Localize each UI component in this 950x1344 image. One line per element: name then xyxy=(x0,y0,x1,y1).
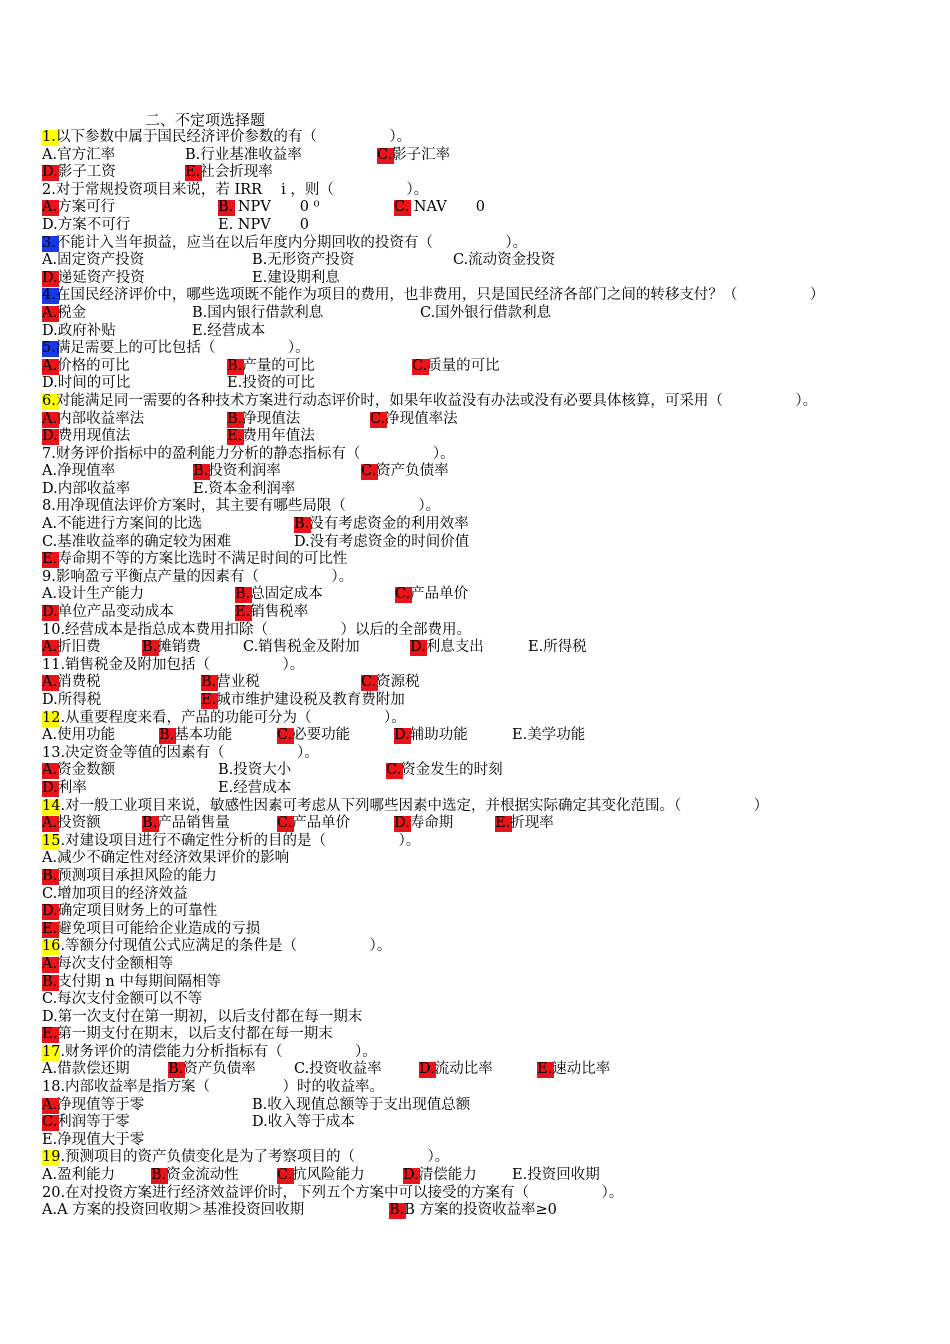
option-cell xyxy=(394,199,485,217)
cell-text: A.资金数额 xyxy=(42,762,116,779)
cell-text: D.寿命期 xyxy=(394,815,454,832)
option-cell xyxy=(227,411,300,429)
cell-text: E.销售税率 xyxy=(235,604,309,621)
sheet-row xyxy=(42,1097,922,1115)
cell-text: C.必要功能 xyxy=(277,727,351,744)
cell-text: 4.在国民经济评价中，哪些选项既不能作为项目的费用，也非费用，只是国民经济各部门之间的转移支付？（ ） xyxy=(42,287,825,304)
option-cell xyxy=(277,1167,365,1185)
option-cell xyxy=(218,217,309,235)
question-list xyxy=(42,129,922,1220)
option-cell xyxy=(42,1061,130,1079)
option-cell xyxy=(227,358,315,376)
sheet-row xyxy=(42,674,922,692)
cell-text: A.折旧费 xyxy=(42,639,101,656)
option-cell xyxy=(42,217,130,235)
cell-text: D.清偿能力 xyxy=(403,1167,477,1184)
cell-text: E.投资的可比 xyxy=(227,375,315,392)
option-cell xyxy=(42,850,289,868)
sheet-row xyxy=(42,534,922,552)
cell-text: C.资源税 xyxy=(361,674,420,691)
question-text xyxy=(42,657,304,675)
option-cell xyxy=(42,1202,304,1220)
option-cell xyxy=(42,411,144,429)
sheet-row xyxy=(42,657,922,675)
sheet-row xyxy=(42,974,922,992)
sheet-row xyxy=(42,305,922,323)
cell-text: E.避免项目可能给企业造成的亏损 xyxy=(42,920,261,937)
cell-text: B.资金流动性 xyxy=(151,1167,239,1184)
cell-text: B.投资利润率 xyxy=(193,463,281,480)
cell-text: B.国内银行借款利息 xyxy=(192,304,324,321)
cell-text: C.影子汇率 xyxy=(377,146,451,163)
option-cell xyxy=(394,727,468,745)
sheet-row xyxy=(42,1061,922,1079)
option-cell xyxy=(361,674,420,692)
question-text xyxy=(42,833,420,851)
option-cell xyxy=(42,1009,362,1027)
option-cell xyxy=(528,639,587,657)
option-cell xyxy=(201,674,260,692)
cell-text: B.营业税 xyxy=(201,674,260,691)
cell-text: D.内部收益率 xyxy=(42,480,131,497)
option-cell xyxy=(512,1167,600,1185)
option-cell xyxy=(193,481,295,499)
option-cell xyxy=(42,991,202,1009)
option-cell xyxy=(252,1097,470,1115)
sheet-row xyxy=(42,1202,922,1220)
question-text xyxy=(42,1149,449,1167)
option-cell xyxy=(377,147,450,165)
option-cell xyxy=(453,252,555,270)
sheet-row xyxy=(42,463,922,481)
option-cell xyxy=(42,780,87,798)
sheet-row xyxy=(42,393,922,411)
cell-text: B.收入现值总额等于支出现值总额 xyxy=(252,1096,471,1113)
option-cell xyxy=(361,463,449,481)
option-cell xyxy=(235,604,308,622)
cell-text: C.质量的可比 xyxy=(412,357,500,374)
cell-text: A.内部收益率法 xyxy=(42,410,145,427)
option-cell xyxy=(386,762,503,780)
cell-text: A.借款偿还期 xyxy=(42,1061,130,1078)
sheet-row xyxy=(42,1167,922,1185)
cell-text: B.没有考虑资金的利用效率 xyxy=(294,516,469,533)
cell-text: A.设计生产能力 xyxy=(42,586,145,603)
cell-text: 7.财务评价指标中的盈利能力分析的静态指标有（ ）。 xyxy=(42,445,455,462)
cell-text: E.所得税 xyxy=(528,639,587,656)
cell-text: 20.在对投资方案进行经济效益评价时，下列五个方案中可以接受的方案有（ ）。 xyxy=(42,1184,624,1201)
cell-text: A.价格的可比 xyxy=(42,357,130,374)
sheet-row xyxy=(42,903,922,921)
option-cell xyxy=(42,762,115,780)
sheet-row xyxy=(42,375,922,393)
question-text xyxy=(42,182,428,200)
option-cell xyxy=(42,1132,144,1150)
cell-text: B.无形资产投资 xyxy=(252,252,355,269)
option-cell xyxy=(294,1061,382,1079)
sheet-row xyxy=(42,833,922,851)
cell-text: A.不能进行方案间的比选 xyxy=(42,516,203,533)
option-cell xyxy=(42,868,217,886)
cell-text: 18.内部收益率是指方案（ ）时的收益率。 xyxy=(42,1079,385,1096)
cell-text: C.资金发生的时刻 xyxy=(386,762,503,779)
cell-text: 2.对于常规投资项目来说，若 IRR i ，则（ ）。 xyxy=(42,181,429,198)
sheet-row xyxy=(42,1079,922,1097)
sheet-row xyxy=(42,147,922,165)
option-cell xyxy=(42,974,221,992)
cell-text: D.流动比率 xyxy=(419,1061,493,1078)
cell-text: 11.销售税金及附加包括（ ）。 xyxy=(42,656,305,673)
option-cell xyxy=(185,164,273,182)
cell-text: C.抗风险能力 xyxy=(277,1167,365,1184)
option-cell xyxy=(277,727,350,745)
sheet-row xyxy=(42,780,922,798)
cell-text: 14.对一般工业项目来说，敏感性因素可考虑从下列哪些因素中选定，并根据实际确定其变化范围。（ ） xyxy=(42,797,769,814)
section-title: 二、不定项选择题 xyxy=(145,111,266,129)
sheet-row xyxy=(42,569,922,587)
cell-text: C. NAV 0 xyxy=(394,199,485,216)
cell-text: C.产品单价 xyxy=(395,586,469,603)
option-cell xyxy=(42,903,217,921)
cell-text: E.净现值大于零 xyxy=(42,1131,145,1148)
cell-text: D.递延资产投资 xyxy=(42,269,145,286)
option-cell xyxy=(294,534,469,552)
option-cell xyxy=(537,1061,610,1079)
option-cell xyxy=(42,358,130,376)
sheet-row xyxy=(42,340,922,358)
option-cell xyxy=(42,323,116,341)
sheet-row xyxy=(42,938,922,956)
cell-text: A.减少不确定性对经济效果评价的影响 xyxy=(42,850,290,867)
cell-text: D.第一次支付在第一期初，以后支付都在每一期末 xyxy=(42,1008,363,1025)
sheet-row xyxy=(42,323,922,341)
cell-text: E.建设期利息 xyxy=(252,269,340,286)
option-cell xyxy=(42,481,130,499)
option-cell xyxy=(389,1202,557,1220)
sheet-row xyxy=(42,252,922,270)
cell-text: B.行业基准收益率 xyxy=(185,146,302,163)
cell-text: A.官方汇率 xyxy=(42,146,116,163)
cell-text: B.预测项目承担风险的能力 xyxy=(42,867,217,884)
question-text xyxy=(42,1185,623,1203)
cell-text: E.城市维护建设税及教育费附加 xyxy=(201,692,405,708)
sheet-row xyxy=(42,1009,922,1027)
cell-text: B.投资大小 xyxy=(218,762,292,779)
cell-text: 19.预测项目的资产负债变化是为了考察项目的（ ）。 xyxy=(42,1149,450,1166)
sheet-row xyxy=(42,1044,922,1062)
option-cell xyxy=(42,727,115,745)
sheet-row xyxy=(42,516,922,534)
cell-text: C.产品单价 xyxy=(277,815,351,832)
sheet-row xyxy=(42,710,922,728)
sheet-row xyxy=(42,182,922,200)
cell-text: E.经营成本 xyxy=(218,779,292,796)
option-cell xyxy=(370,411,458,429)
option-cell xyxy=(42,551,347,569)
sheet-row xyxy=(42,551,922,569)
cell-text: C.增加项目的经济效益 xyxy=(42,885,188,902)
cell-text: B.摊销费 xyxy=(142,639,201,656)
cell-text: C.每次支付金额可以不等 xyxy=(42,991,203,1008)
question-text xyxy=(42,938,391,956)
cell-text: E.寿命期不等的方案比选时不满足时间的可比性 xyxy=(42,551,348,568)
option-cell xyxy=(227,428,315,446)
cell-text: C.投资收益率 xyxy=(294,1061,382,1078)
option-cell xyxy=(168,1061,256,1079)
option-cell xyxy=(42,639,101,657)
option-cell xyxy=(192,305,323,323)
cell-text: B.基本功能 xyxy=(159,727,233,744)
worksheet xyxy=(42,111,922,1220)
cell-text: D.费用现值法 xyxy=(42,428,131,445)
option-cell xyxy=(394,815,453,833)
cell-text: C.资产负债率 xyxy=(361,463,449,480)
option-cell xyxy=(151,1167,239,1185)
option-cell xyxy=(495,815,554,833)
cell-text: C.流动资金投资 xyxy=(453,252,556,269)
cell-text: 17.财务评价的清偿能力分析指标有（ ）。 xyxy=(42,1043,377,1060)
option-cell xyxy=(42,1026,333,1044)
option-cell xyxy=(218,762,291,780)
sheet-row xyxy=(42,886,922,904)
question-text xyxy=(42,622,471,640)
cell-text: D.政府补贴 xyxy=(42,322,116,339)
cell-text: D.利率 xyxy=(42,779,87,796)
cell-text: A.净现值率 xyxy=(42,463,116,480)
option-cell xyxy=(252,270,340,288)
cell-text: E.资本金利润率 xyxy=(193,480,296,497)
cell-text: B.B 方案的投资收益率≥0 xyxy=(389,1202,557,1219)
question-text xyxy=(42,569,353,587)
question-text xyxy=(42,1079,384,1097)
option-cell xyxy=(243,639,360,657)
cell-text: D.单位产品变动成本 xyxy=(42,604,174,621)
option-cell xyxy=(420,305,551,323)
question-text xyxy=(42,393,817,411)
cell-text: A.方案可行 xyxy=(42,199,116,216)
cell-text: A.每次支付金额相等 xyxy=(42,955,174,972)
sheet-row xyxy=(42,1185,922,1203)
cell-text: E.社会折现率 xyxy=(185,164,273,181)
sheet-row xyxy=(42,287,922,305)
option-cell xyxy=(42,692,101,710)
sheet-row xyxy=(42,199,922,217)
option-cell xyxy=(42,1114,130,1132)
option-cell xyxy=(419,1061,493,1079)
cell-text: E.美学功能 xyxy=(512,727,586,744)
question-text xyxy=(42,287,824,305)
sheet-row xyxy=(42,798,922,816)
option-cell xyxy=(294,516,469,534)
option-cell xyxy=(185,147,302,165)
cell-text: 1.以下参数中属于国民经济评价参数的有（ ）。 xyxy=(42,129,412,145)
cell-text: E.经营成本 xyxy=(192,322,266,339)
option-cell xyxy=(218,199,319,217)
option-cell xyxy=(192,323,265,341)
sheet-row xyxy=(42,481,922,499)
option-cell xyxy=(42,252,144,270)
cell-text: A.盈利能力 xyxy=(42,1167,116,1184)
cell-text: E.费用年值法 xyxy=(227,428,315,445)
cell-text: 8.用净现值法评价方案时，其主要有哪些局限（ ）。 xyxy=(42,498,441,515)
cell-text: A.税金 xyxy=(42,304,87,321)
cell-text: B.产品销售量 xyxy=(142,815,230,832)
cell-text: 3.不能计入当年损益，应当在以后年度内分期回收的投资有（ ）。 xyxy=(42,234,528,251)
cell-text: E. NPV 0 xyxy=(218,216,309,233)
cell-text: B.支付期 n 中每期间隔相等 xyxy=(42,973,221,990)
question-text xyxy=(42,498,440,516)
option-cell xyxy=(42,270,145,288)
cell-text: C.销售税金及附加 xyxy=(243,639,360,656)
sheet-row xyxy=(42,727,922,745)
option-cell xyxy=(412,358,500,376)
sheet-row xyxy=(42,129,922,147)
option-cell xyxy=(42,674,101,692)
option-cell xyxy=(227,375,315,393)
cell-text: A.固定资产投资 xyxy=(42,252,145,269)
cell-text: D.方案不可行 xyxy=(42,216,131,233)
cell-text: E.折现率 xyxy=(495,815,554,832)
option-cell xyxy=(142,815,230,833)
cell-text: C.利润等于零 xyxy=(42,1114,130,1131)
option-cell xyxy=(42,534,231,552)
cell-text: B.产量的可比 xyxy=(227,357,315,374)
cell-text: A.投资额 xyxy=(42,815,101,832)
cell-text: C.基准收益率的确定较为困难 xyxy=(42,533,232,550)
option-cell xyxy=(42,305,86,323)
sheet-row xyxy=(42,411,922,429)
sheet-row xyxy=(42,692,922,710)
cell-text: D.利息支出 xyxy=(410,639,484,656)
option-cell xyxy=(42,147,115,165)
cell-text: A.A 方案的投资回收期＞基准投资回收期 xyxy=(42,1202,305,1219)
cell-text: D.影子工资 xyxy=(42,164,116,181)
cell-text: C.净现值率法 xyxy=(370,410,458,427)
sheet-row xyxy=(42,428,922,446)
question-text xyxy=(42,745,319,763)
question-text xyxy=(42,340,310,358)
sheet-row xyxy=(42,164,922,182)
sheet-row xyxy=(42,217,922,235)
sheet-row xyxy=(42,868,922,886)
sheet-row xyxy=(42,921,922,939)
option-cell xyxy=(42,463,115,481)
cell-text: B. NPV 0 ⁰ xyxy=(218,199,320,216)
cell-text: B.总固定成本 xyxy=(235,586,323,603)
option-cell xyxy=(252,1114,355,1132)
option-cell xyxy=(42,886,188,904)
option-cell xyxy=(42,586,144,604)
sheet-row xyxy=(42,235,922,253)
sheet-row xyxy=(42,745,922,763)
sheet-row xyxy=(42,815,922,833)
option-cell xyxy=(42,164,116,182)
cell-text: E.第一期支付在期末，以后支付都在每一期末 xyxy=(42,1026,333,1043)
option-cell xyxy=(277,815,350,833)
cell-text: C.国外银行借款利息 xyxy=(420,304,552,321)
option-cell xyxy=(42,1097,144,1115)
sheet-row xyxy=(42,1132,922,1150)
cell-text: E.速动比率 xyxy=(537,1061,611,1078)
cell-text: 13.决定资金等值的因素有（ ）。 xyxy=(42,744,319,761)
cell-text: 5.满足需要上的可比包括（ ）。 xyxy=(42,340,310,357)
option-cell xyxy=(42,428,130,446)
cell-text: D.没有考虑资金的时间价值 xyxy=(294,533,470,550)
sheet-row xyxy=(42,622,922,640)
option-cell xyxy=(410,639,484,657)
option-cell xyxy=(42,921,260,939)
sheet-row xyxy=(42,586,922,604)
sheet-row xyxy=(42,498,922,516)
sheet-row xyxy=(42,1114,922,1132)
cell-text: D.确定项目财务上的可靠性 xyxy=(42,903,218,920)
sheet-row xyxy=(42,850,922,868)
option-cell xyxy=(42,956,173,974)
option-cell xyxy=(218,780,291,798)
cell-text: 10.经营成本是指总成本费用扣除（ ）以后的全部费用。 xyxy=(42,621,472,638)
cell-text: D.辅助功能 xyxy=(394,727,468,744)
option-cell xyxy=(42,199,115,217)
question-text xyxy=(42,129,411,147)
question-text xyxy=(42,710,406,728)
cell-text: E.投资回收期 xyxy=(512,1167,600,1184)
option-cell xyxy=(193,463,281,481)
cell-text: A.净现值等于零 xyxy=(42,1096,145,1113)
option-cell xyxy=(395,586,468,604)
question-text xyxy=(42,446,455,464)
cell-text: D.收入等于成本 xyxy=(252,1114,355,1131)
question-text xyxy=(42,235,527,253)
sheet-row xyxy=(42,956,922,974)
sheet-row xyxy=(42,270,922,288)
cell-text: 6.对能满足同一需要的各种技术方案进行动态评价时，如果年收益没有办法或没有必要具体核算，可采用（ ）。 xyxy=(42,392,818,409)
option-cell xyxy=(42,1167,115,1185)
option-cell xyxy=(142,639,201,657)
cell-text: 16.等额分付现值公式应满足的条件是（ ）。 xyxy=(42,938,392,955)
option-cell xyxy=(42,516,202,534)
sheet-row xyxy=(42,604,922,622)
sheet-row xyxy=(42,762,922,780)
cell-text: A.使用功能 xyxy=(42,727,116,744)
cell-text: B.净现值法 xyxy=(227,410,301,427)
cell-text: D.时间的可比 xyxy=(42,375,131,392)
sheet-row xyxy=(42,991,922,1009)
option-cell xyxy=(512,727,585,745)
cell-text: A.消费税 xyxy=(42,674,101,691)
sheet-row xyxy=(42,1026,922,1044)
option-cell xyxy=(42,604,174,622)
cell-text: 9.影响盈亏平衡点产量的因素有（ ）。 xyxy=(42,568,354,585)
sheet-row xyxy=(42,446,922,464)
option-cell xyxy=(252,252,354,270)
sheet-row xyxy=(42,639,922,657)
option-cell xyxy=(201,692,405,710)
cell-text: 15.对建设项目进行不确定性分析的目的是（ ）。 xyxy=(42,832,421,849)
option-cell xyxy=(403,1167,477,1185)
option-cell xyxy=(42,375,130,393)
cell-text: D.所得税 xyxy=(42,692,102,708)
sheet-row xyxy=(42,358,922,376)
cell-text: B.资产负债率 xyxy=(168,1061,256,1078)
question-text xyxy=(42,798,768,816)
option-cell xyxy=(159,727,232,745)
question-text xyxy=(42,1044,377,1062)
option-cell xyxy=(235,586,323,604)
sheet-row xyxy=(42,1149,922,1167)
option-cell xyxy=(42,815,101,833)
cell-text: 12.从重要程度来看，产品的功能可分为（ ）。 xyxy=(42,709,406,726)
